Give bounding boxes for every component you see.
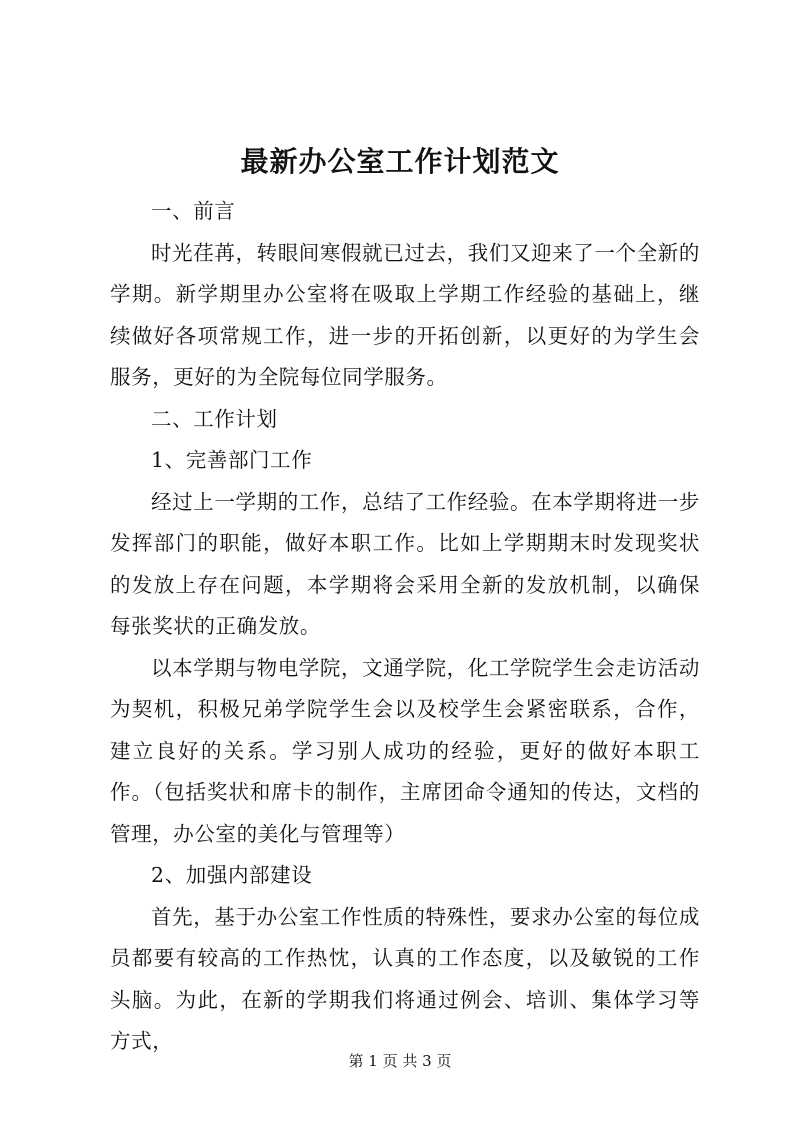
- document-body: [110, 191, 700, 1063]
- page-footer: 第 1 页 共 3 页: [348, 1052, 452, 1070]
- document-title: 最新办公室工作计划范文: [240, 145, 560, 178]
- section-heading-preface: 一、前言: [151, 199, 236, 223]
- paragraph-experience-summary: 经过上一学期的工作，总结了工作经验。在本学期将进一步发挥部门的职能，做好本职工作。比如上学期期末时发现奖状的发放上存在问题，本学期将会采用全新的发放机制，以确保每张奖状的正确发放。: [110, 489, 700, 638]
- subsection-heading-improve-department: 1、完善部门工作: [151, 448, 313, 472]
- paragraph-cooperation: 以本学期与物电学院，文通学院，化工学院学生会走访活动为契机，积极兄弟学院学生会以及校学生会紧密联系，合作，建立良好的关系。学习别人成功的经验，更好的做好本职工作。（包括奖状和席卡的制作，主席团命令通知的传达，文档的管理，办公室的美化与管理等）: [110, 655, 700, 846]
- paragraph-intro: 时光荏苒，转眼间寒假就已过去，我们又迎来了一个全新的学期。新学期里办公室将在吸取上学期工作经验的基础上，继续做好各项常规工作，进一步的开拓创新，以更好的为学生会服务，更好的为全院每位同学服务。: [110, 240, 700, 389]
- paragraph-internal-requirements: 首先，基于办公室工作性质的特殊性，要求办公室的每位成员都要有较高的工作热忱，认真的工作态度，以及敏锐的工作头脑。为此，在新的学期我们将通过例会、培训、集体学习等方式，: [110, 904, 700, 1053]
- subsection-heading-internal-construction: 2、加强内部建设: [151, 863, 313, 887]
- section-heading-work-plan: 二、工作计划: [151, 406, 278, 431]
